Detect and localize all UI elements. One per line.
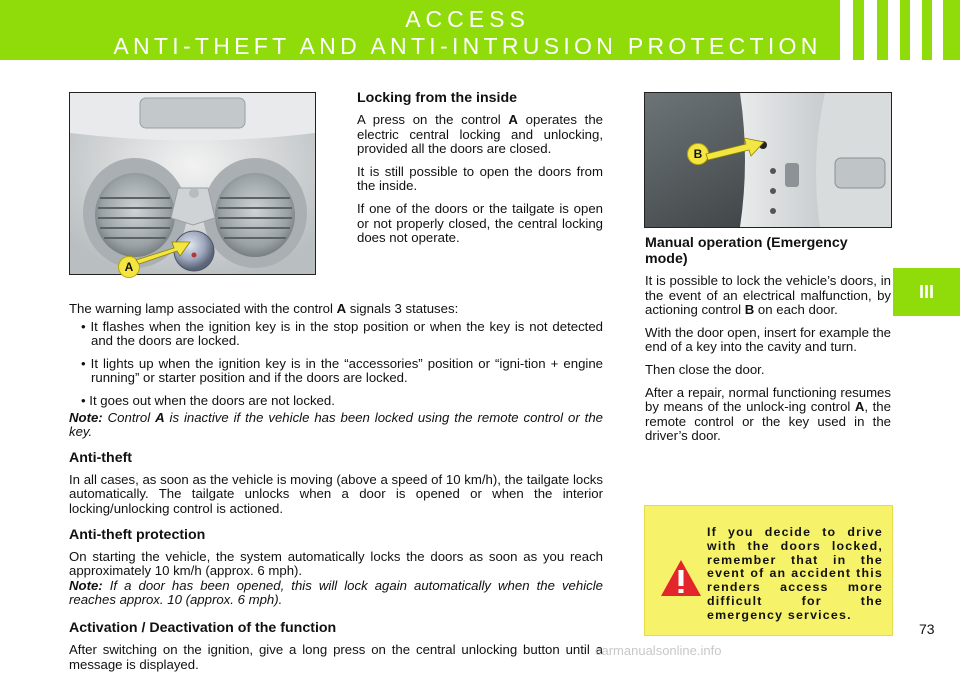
marker-b: B [687, 143, 709, 165]
page-number: 73 [919, 621, 935, 637]
header-title-line2: ANTI-THEFT AND ANTI-INTRUSION PROTECTION [113, 33, 822, 59]
manual-p3: Then close the door. [645, 361, 765, 377]
door-photo [644, 92, 892, 228]
locking-p1: A press on the control A operates the electric central locking and unlocking, provided all the doors are closed. [357, 112, 604, 157]
activation-text: After switching on the ignition, give a long press on the central unlocking button until a message is displayed. [69, 641, 603, 672]
anti-theft-protection-title: Anti-theft protection [69, 526, 206, 543]
header-title-line1: ACCESS [405, 6, 530, 32]
anti-theft-text: In all cases, as soon as the vehicle is moving (above a speed of 10 km/h), the tailgate locks automatically. The tailgate unlocks when a door is opened or when the interior locking/unlocking control is actioned. [69, 471, 603, 516]
warning-triangle-icon [659, 558, 703, 598]
anti-theft-title: Anti-theft [69, 449, 133, 466]
warning-lamp-section [69, 302, 603, 680]
anti-theft-protection-text: On starting the vehicle, the system automatically locks the doors as soon as you reach approximately 10 km/h (approx. 6 mph). Note: If a door has been opened, this will lock again automatically when the vehicle reaches approx. 10 (approx. 6 mph). [69, 548, 603, 608]
activation-title: Activation / Deactivation of the function [69, 619, 337, 636]
manual-section [645, 235, 891, 452]
warning-box-text: If you decide to drive with the doors locked, remember that in the event of an accident this renders access more difficult for the emergency services. [707, 525, 883, 622]
locking-p3: If one of the doors or the tailgate is open or not properly closed, the central locking does not operate. [357, 200, 603, 246]
list-item: • It lights up when the ignition key is in the “accessories” position or “igni-tion + engine running” or starter position and if the doors are locked. [81, 355, 603, 386]
list-item: • It goes out when the doors are not locked. [81, 392, 335, 408]
warning-box [644, 505, 893, 636]
manual-p4: After a repair, normal functioning resumes by means of the unlock-ing control A, the remote control or the key used in the driver’s door. [645, 384, 891, 444]
locking-p2: It is still possible to open the doors from the inside. [357, 163, 603, 194]
marker-a: A [118, 256, 140, 278]
door-illustration [645, 93, 891, 227]
list-item: • It flashes when the ignition key is in the stop position or when the key is not detected and the doors are locked. [81, 318, 603, 349]
manual-p1: It is possible to lock the vehicle’s doors, in the event of an electrical malfunction, by actioning control B on each door. [645, 273, 891, 318]
section-tab: III [893, 268, 960, 316]
arrow-icon [134, 236, 194, 266]
arrow-icon [704, 134, 766, 162]
warning-lamp-note: Note: Control A is inactive if the vehicle has been locked using the remote control or the key. [69, 409, 603, 440]
manual-title: Manual operation (Emergency mode) [645, 235, 848, 267]
footer-watermark: carmanualsonline.info [595, 643, 722, 658]
header-bar [0, 0, 960, 60]
locking-section [357, 90, 603, 254]
warning-lamp-intro: The warning lamp associated with the control A signals 3 statuses: [69, 301, 459, 316]
manual-p2: With the door open, insert for example the end of a key into the cavity and turn. [645, 324, 891, 355]
locking-title: Locking from the inside [357, 90, 518, 106]
